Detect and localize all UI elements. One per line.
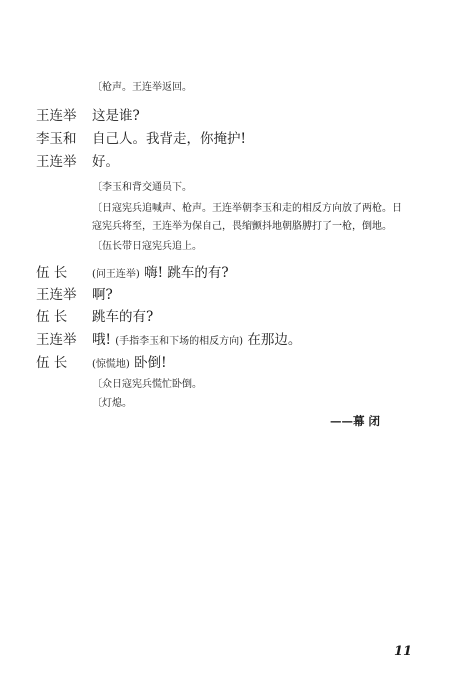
dialogue-line-5: 啊?: [92, 287, 113, 303]
stage-direction-lie-down: 〔众日寇宪兵慌忙卧倒。: [92, 379, 202, 390]
speaker-wuzhang-3: 伍 长: [36, 355, 68, 371]
dialogue-line-3: 好。: [92, 154, 119, 170]
stage-direction-chase-2: 寇宪兵将至，王连举为保自己，畏缩颤抖地朝胳膊打了一枪，倒地。: [92, 221, 392, 232]
curtain-close-mark: ——幕 闭: [330, 414, 381, 428]
dialogue-text: 卧倒!: [134, 355, 167, 371]
stage-direction-exit: 〔李玉和背交通员下。: [92, 182, 192, 193]
stage-aside: (手指李玉和下场的相反方向): [115, 336, 244, 347]
speaker-wuzhang-1: 伍 长: [36, 265, 68, 281]
dialogue-text: 嗨! 跳车的有?: [144, 265, 229, 281]
dialogue-text-2: 在那边。: [243, 332, 302, 348]
stage-direction-chase-1: 〔日寇宪兵追喊声、枪声。王连举朝李玉和走的相反方向放了两枪。日: [92, 203, 402, 214]
dialogue-line-1: 这是谁?: [92, 108, 140, 124]
dialogue-line-4: [92, 261, 229, 281]
stage-aside: (惊慌地): [92, 359, 130, 370]
stage-direction-lights-out: 〔灯熄。: [92, 398, 132, 409]
stage-direction-gunshot: 〔枪声。王连举返回。: [92, 82, 192, 93]
dialogue-line-8: [92, 351, 167, 371]
speaker-wang-3: 王连举: [36, 287, 77, 303]
dialogue-line-7: [92, 328, 301, 348]
speaker-wang-2: 王连举: [36, 154, 77, 170]
speaker-wang-1: 王连举: [36, 108, 77, 124]
page-number: 11: [394, 644, 413, 659]
speaker-wang-4: 王连举: [36, 332, 77, 348]
stage-direction-arrival: 〔伍长带日寇宪兵追上。: [92, 241, 202, 252]
stage-aside: (问王连举): [92, 269, 140, 280]
speaker-wuzhang-2: 伍 长: [36, 309, 68, 325]
dialogue-line-6: 跳车的有?: [92, 309, 154, 325]
dialogue-text: 哦!: [92, 332, 116, 348]
speaker-li-1: 李玉和: [36, 131, 77, 147]
dialogue-line-2: 自己人。我背走，你掩护!: [92, 131, 246, 147]
